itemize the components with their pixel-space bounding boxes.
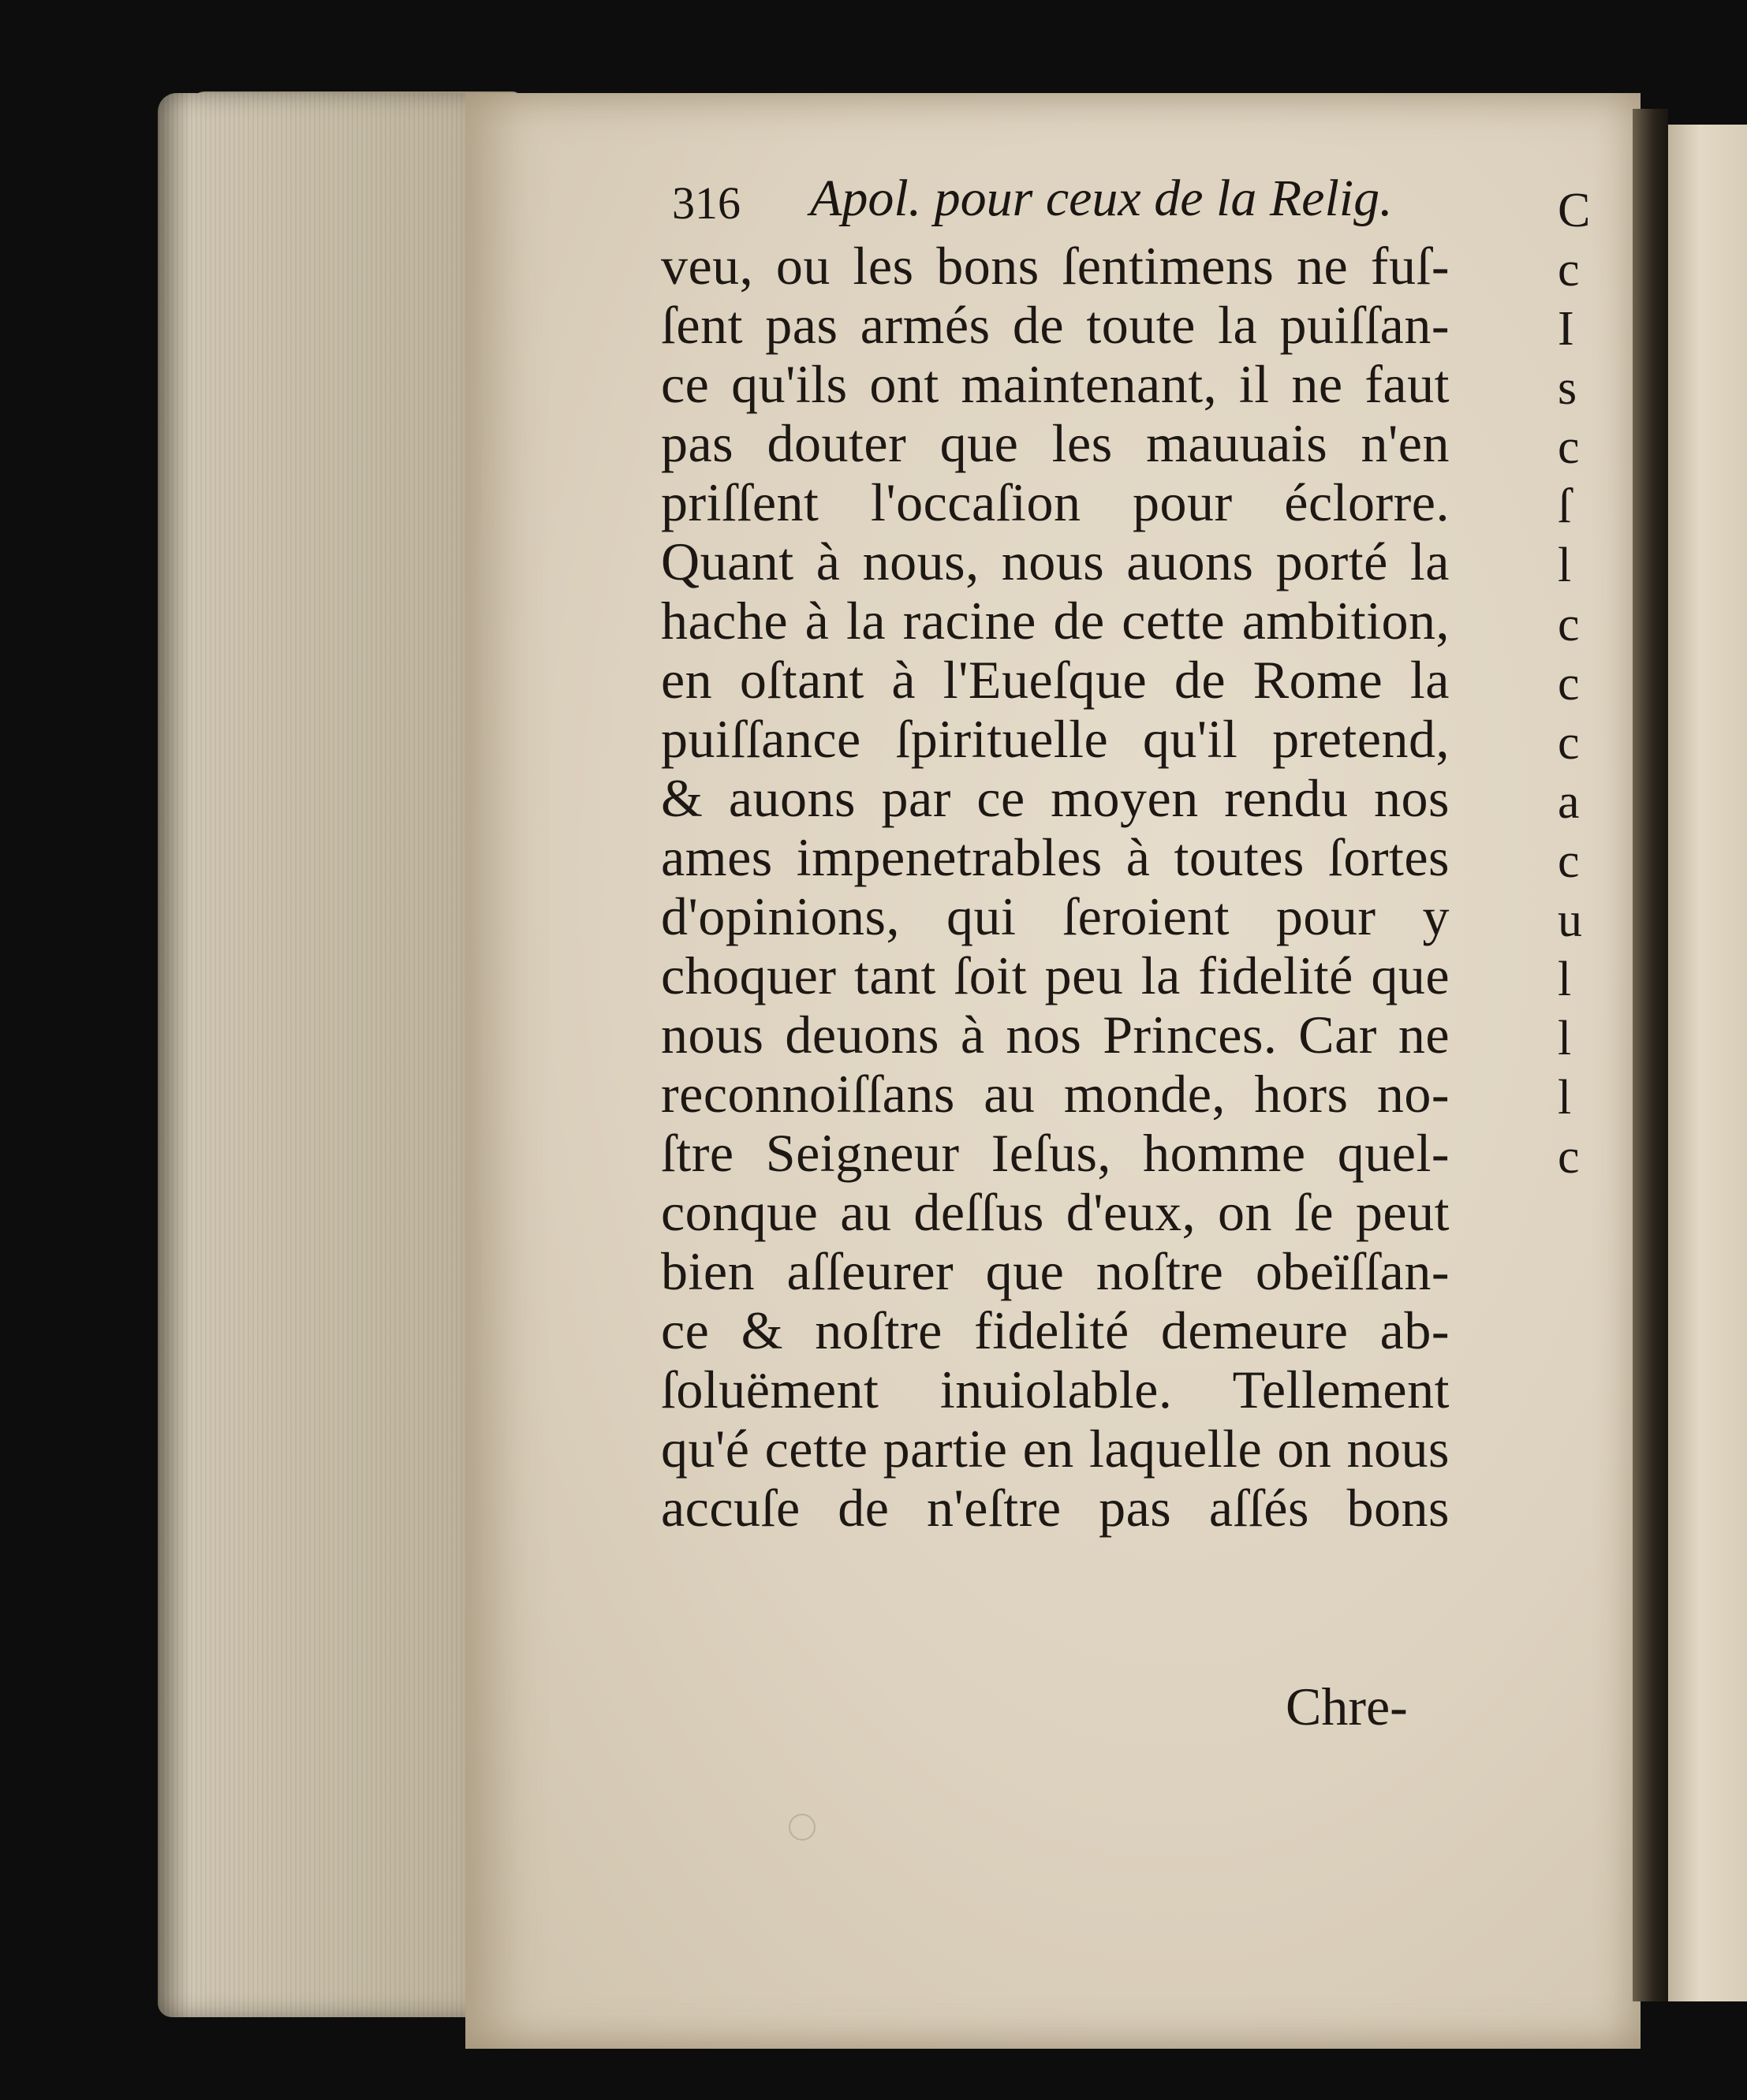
text-line: & auons par ce moyen rendu nos xyxy=(661,768,1450,828)
facing-page-letter: l xyxy=(1558,1012,1572,1065)
catchword: Chre- xyxy=(1286,1677,1408,1736)
facing-page-text xyxy=(1558,181,1589,1187)
facing-page-letter: c xyxy=(1558,598,1580,651)
text-line: ſent pas armés de toute la puiſſan- xyxy=(661,295,1450,355)
facing-page-letter: a xyxy=(1558,775,1580,829)
text-line: ames impenetrables à toutes ſortes xyxy=(661,827,1450,887)
facing-page-letter: l xyxy=(1558,539,1572,592)
facing-page-edge xyxy=(1668,125,1747,2001)
text-line: ſoluëment inuiolable. Tellement xyxy=(661,1360,1450,1419)
facing-page-letter: I xyxy=(1558,302,1574,356)
facing-page-letter: s xyxy=(1558,361,1577,415)
facing-page-letter: c xyxy=(1558,657,1580,711)
body-text xyxy=(661,237,1450,1538)
text-line: choquer tant ſoit peu la fidelité que xyxy=(661,946,1450,1005)
running-header xyxy=(672,169,1429,240)
text-line: en oſtant à l'Eueſque de Rome la xyxy=(661,650,1450,710)
facing-page-letter: c xyxy=(1558,1130,1580,1184)
facing-page-letter: C xyxy=(1558,184,1591,237)
text-line: Quant à nous, nous auons porté la xyxy=(661,532,1450,591)
text-line: puiſſance ſpirituelle qu'il pretend, xyxy=(661,709,1450,769)
facing-page-letter: u xyxy=(1558,893,1582,947)
text-line: hache à la racine de cette ambition, xyxy=(661,591,1450,651)
text-line: bien aſſeurer que noſtre obeïſſan- xyxy=(661,1241,1450,1301)
gutter xyxy=(1633,109,1668,2001)
text-line: veu, ou les bons ſentimens ne fuſ- xyxy=(661,236,1450,296)
facing-page-letter: c xyxy=(1558,834,1580,888)
text-line: ſtre Seigneur Ieſus, homme quel- xyxy=(661,1123,1450,1183)
facing-page-letter: l xyxy=(1558,953,1572,1006)
running-title: Apol. pour ceux de la Relig. xyxy=(810,170,1393,227)
text-line: priſſent l'occaſion pour éclorre. xyxy=(661,472,1450,532)
facing-page-letter: c xyxy=(1558,243,1580,297)
text-line: accuſe de n'eſtre pas aſſés bons xyxy=(661,1478,1450,1538)
text-line: nous deuons à nos Princes. Car ne xyxy=(661,1005,1450,1065)
text-line: d'opinions, qui ſeroient pour y xyxy=(661,886,1450,946)
text-line: qu'é cette partie en laquelle on nous xyxy=(661,1419,1450,1479)
text-line: ce & noſtre fidelité demeure ab- xyxy=(661,1300,1450,1360)
text-line: pas douter que les mauuais n'en xyxy=(661,413,1450,473)
text-line: conque au deſſus d'eux, on ſe peut xyxy=(661,1182,1450,1242)
paper-blemish xyxy=(789,1814,816,1841)
facing-page-letter: c xyxy=(1558,716,1580,770)
text-line: reconnoiſſans au monde, hors no- xyxy=(661,1064,1450,1124)
facing-page-letter: ſ xyxy=(1558,479,1572,533)
page-block-edges xyxy=(158,93,481,2017)
facing-page-letter: l xyxy=(1558,1071,1572,1125)
facing-page-letter: c xyxy=(1558,420,1580,474)
page-number: 316 xyxy=(672,177,741,229)
text-line: ce qu'ils ont maintenant, il ne faut xyxy=(661,354,1450,414)
